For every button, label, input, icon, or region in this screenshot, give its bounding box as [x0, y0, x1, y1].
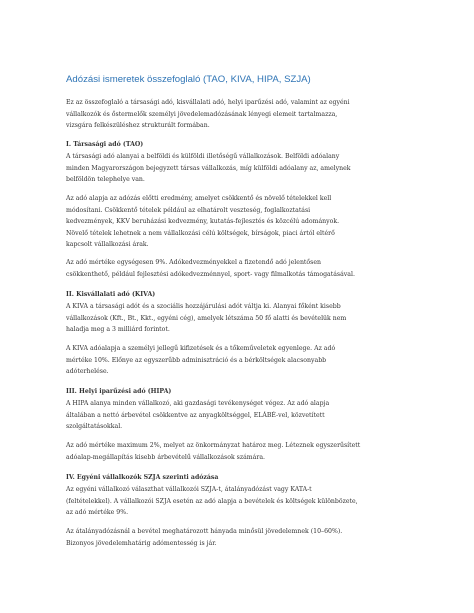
section-heading-szja: IV. Egyéni vállalkozók SZJA szerinti adózása — [66, 474, 219, 481]
text-line: A HIPA alanya minden vállalkozó, aki gazdasági tevékenységet végez. Az adó alapja — [66, 400, 330, 407]
paragraph — [66, 484, 412, 519]
text-line: Az adó alapja az adózás előtti eredmény, amelyet csökkentő és növelő tételekkel kell — [66, 195, 332, 202]
section-heading-kiva: II. Kisvállalati adó (KIVA) — [66, 291, 156, 298]
text-line: csökkenthető, például fejlesztési adókedvezménnyel, sport- vagy filmalkotás támogatásával. — [66, 270, 355, 278]
section-heading-tao: I. Társasági adó (TAO) — [66, 141, 144, 148]
text-line: vállalkozások (Kft., Bt., Kkt., egyéni cég), amelyek létszáma 50 fő alatti és bevételük nem — [66, 314, 347, 322]
text-line: módosítani. Csökkentő tételek például az elhatárolt veszteség, foglalkoztatási — [66, 206, 311, 214]
paragraph — [66, 343, 412, 378]
text-line: minden Magyarországon bejegyzett társas vállalkozás, míg külföldi adóalany az, amelynek — [66, 164, 351, 172]
text-line: adóalap-megállapítás kisebb árbevételű vállalkozások számára. — [66, 453, 265, 461]
text-line: belföldön telephelye van. — [66, 176, 145, 184]
text-line: Az átalányadózásnál a bevétel meghatározott hányada minősül jövedelemnek (10–60%). — [66, 528, 343, 535]
text-line: általában a nettó árbevétel csökkentve az anyagköltséggel, ELÁBÉ-vel, közvetített — [66, 411, 325, 419]
text-line: adóterhelése. — [66, 368, 109, 376]
text-line: A KIVA adóalapja a személyi jellegű kifizetések és a tőkeműveletek egyenlege. Az adó — [66, 345, 336, 352]
text-line: mértéke 10%. Előnye az egyszerűbb adminisztráció és a bérköltségek alacsonyabb — [66, 356, 327, 364]
paragraph — [66, 526, 412, 549]
text-line: kapcsolt vállalkozási árak. — [66, 241, 149, 249]
text-line: Az adó mértéke egységesen 9%. Adókedvezményekkel a fizetendő adó jelentősen — [66, 259, 321, 266]
section-heading-hipa: III. Helyi iparűzési adó (HIPA) — [66, 388, 172, 395]
text-line: vizsgára felkészüléshez strukturált formában. — [66, 122, 210, 130]
paragraph — [66, 301, 412, 336]
paragraph — [66, 193, 412, 251]
text-line: (feltételekkel). A vállalkozói SZJA esetén az adó alapja a bevételek és költségek különbözete, — [66, 497, 358, 505]
intro-paragraph — [66, 97, 412, 132]
text-line: vállalkozók és őstermelők személyi jövedelemadózásának lényegi elemeit tartalmazza, — [66, 110, 338, 118]
text-line: A KIVA a társasági adót és a szociális hozzájárulási adót váltja ki. Alanyai főként kisebb — [66, 303, 341, 310]
text-line: kedvezmények, KKV beruházási kedvezmény, kutatás-fejlesztés és közcélú adományok. — [66, 218, 340, 226]
paragraph — [66, 440, 412, 463]
paragraph — [66, 151, 412, 186]
text-line: haladja meg a 3 milliárd forintot. — [66, 326, 170, 334]
document-page — [66, 0, 412, 613]
text-line: az adó mértéke 9%. — [66, 509, 129, 517]
text-line: Az adó mértéke maximum 2%, melyet az önkormányzat határoz meg. Léteznek egyszerűsített — [66, 442, 361, 449]
text-line: Az egyéni vállalkozó választhat vállalkozói SZJA-t, átalányadózást vagy KATA-t — [66, 486, 312, 493]
text-line: szolgáltatásokkal. — [66, 423, 123, 431]
text-line: Növelő tételek lehetnek a nem vállalkozási célú költségek, bírságok, piaci ártól eltérő — [66, 229, 335, 237]
text-line: Ez az összefoglaló a társasági adó, kisvállalati adó, helyi iparűzési adó, valamint az egyéni — [66, 99, 350, 106]
text-line: Bizonyos jövedelemhatárig adómentesség is jár. — [66, 539, 217, 547]
paragraph — [66, 257, 412, 280]
text-line: A társasági adó alanyai a belföldi és külföldi illetőségű vállalkozások. Belföldi adóalany — [66, 153, 340, 160]
paragraph — [66, 398, 412, 433]
document-title: Adózási ismeretek összefoglaló (TAO, KIVA, HIPA, SZJA) — [66, 74, 311, 85]
